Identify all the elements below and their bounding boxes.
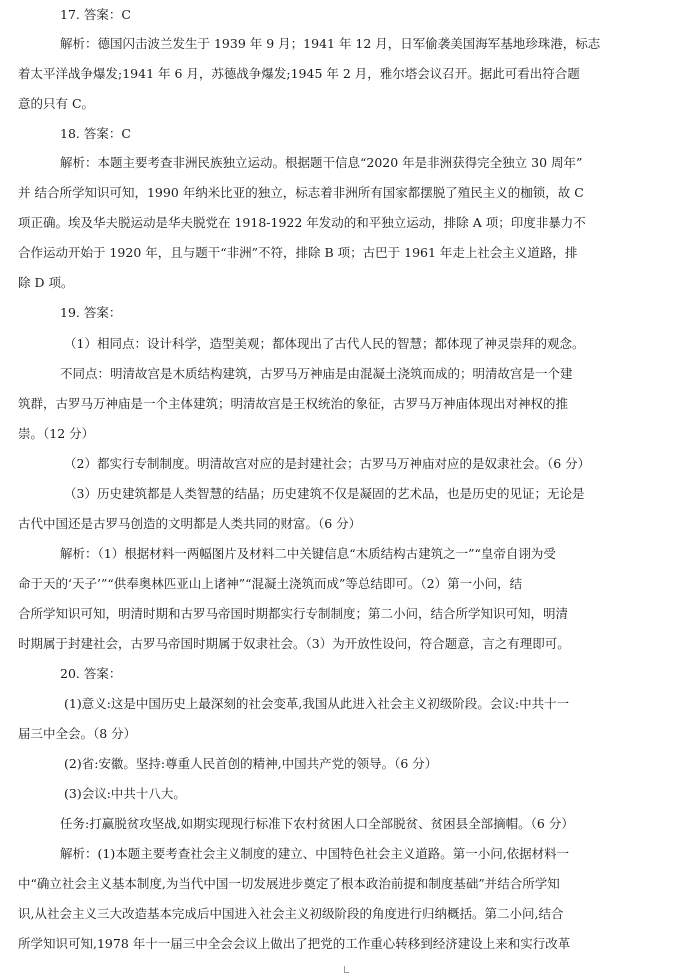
text-line: 筑群，古罗马万神庙是一个主体建筑；明清故宫是王权统治的象征，古罗马万神庙体现出对神权的推 <box>18 396 569 411</box>
question-19-answer: 19. 答案： <box>60 305 122 320</box>
text-line: 识,从社会主义三大改造基本完成后中国进入社会主义初级阶段的角度进行归纳概括。第二小问,结合 <box>18 906 564 921</box>
question-18-analysis: 解析：本题主要考查非洲民族独立运动。根据题干信息“2020 年是非洲获得完全独立 30 周年” <box>60 155 583 170</box>
answer-part-3: （3）历史建筑都是人类智慧的结晶；历史建筑不仅是凝固的艺术品，也是历史的见证；无论是 <box>64 486 585 501</box>
question-19-analysis: 解析：（1）根据材料一两幅图片及材料二中关键信息“木质结构古建筑之一”“皇帝自诩为受 <box>60 546 556 561</box>
text-line: 合作运动开始于 1920 年，且与题干“非洲”不符，排除 B 项；古巴于 1961 年走上社会主义道路，排 <box>18 245 578 260</box>
text-line: 古代中国还是古罗马创造的文明都是人类共同的财富。（6 分） <box>18 516 362 531</box>
text-line: 崇。（12 分） <box>18 426 95 441</box>
text-line: 所学知识可知,1978 年十一届三中全会会议上做出了把党的工作重心转移到经济建设上来和实行改革 <box>18 936 571 951</box>
text-line: 除 D 项。 <box>18 275 74 290</box>
answer-part-2: （2）都实行专制制度。明清故宫对应的是封建社会；古罗马万神庙对应的是奴隶社会。（6 分） <box>64 456 591 471</box>
question-17-answer: 17. 答案：C <box>60 7 131 22</box>
text-line: 合所学知识可知，明清时期和古罗马帝国时期都实行专制制度；第二小问，结合所学知识可知，明清 <box>18 606 569 621</box>
text-line: 命于天的‘天子’”“供奉奥林匹亚山上诸神”“混凝土浇筑而成”等总结即可。（2）第一小问，结 <box>18 576 523 591</box>
text-line: 项正确。埃及华夫脱运动是华夫脱党在 1918-1922 年发动的和平独立运动，排除 A 项；印度非暴力不 <box>18 215 586 230</box>
answer-part-3: (3)会议:中共十八大。 <box>64 786 186 801</box>
answer-part-1: (1)意义:这是中国历史上最深刻的社会变革,我国从此进入社会主义初级阶段。会议:中共十一 <box>64 696 570 711</box>
question-18-answer: 18. 答案：C <box>60 126 131 141</box>
page-corner-mark <box>344 966 349 973</box>
text-line: 着太平洋战争爆发;1941 年 6 月，苏德战争爆发;1945 年 2 月，雅尔塔会议召开。据此可看出符合题 <box>18 66 580 81</box>
answer-part-1: （1）相同点：设计科学，造型美观；都体现出了古代人民的智慧；都体现了神灵崇拜的观念。 <box>64 336 585 351</box>
text-line: 时期属于封建社会，古罗马帝国时期属于奴隶社会。（3）为开放性设问，符合题意，言之有理即可。 <box>18 636 570 651</box>
text-line: 任务:打赢脱贫攻坚战,如期实现现行标准下农村贫困人口全部脱贫、贫困县全部摘帽。（6 分） <box>60 816 574 831</box>
text-line: 并 结合所学知识可知，1990 年纳米比亚的独立，标志着非洲所有国家都摆脱了殖民主义的枷锁，故 C <box>18 185 584 200</box>
text-line: 意的只有 C。 <box>18 96 95 111</box>
text-line: 不同点：明清故宫是木质结构建筑，古罗马万神庙是由混凝土浇筑而成的；明清故宫是一个建 <box>60 366 573 381</box>
text-line: 届三中全会。（8 分） <box>18 726 137 741</box>
question-17-analysis: 解析：德国闪击波兰发生于 1939 年 9 月；1941 年 12 月，日军偷袭美国海军基地珍珠港，标志 <box>60 36 601 51</box>
text-line: 中“确立社会主义基本制度,为当代中国一切发展进步奠定了根本政治前提和制度基础”并结合所学知 <box>18 876 560 891</box>
answer-part-2: (2)省:安徽。坚持:尊重人民首创的精神,中国共产党的领导。（6 分） <box>64 756 438 771</box>
question-20-analysis: 解析：(1)本题主要考查社会主义制度的建立、中国特色社会主义道路。第一小问,依据材料一 <box>60 846 570 861</box>
question-20-answer: 20. 答案： <box>60 666 122 681</box>
